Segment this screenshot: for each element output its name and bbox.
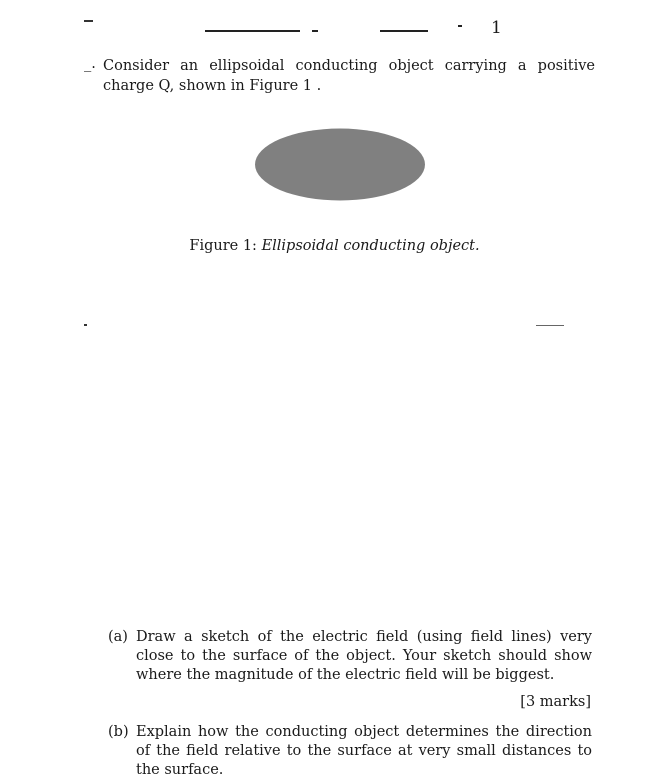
figure-caption <box>0 238 669 254</box>
ellipsoid-shape <box>255 129 425 201</box>
question-number: _. <box>84 56 96 72</box>
ellipsoid-figure <box>255 128 425 201</box>
scan-speck <box>84 324 87 326</box>
part-a-text: Draw a sketch of the electric field (using field lines) very close to the surface of the object. Your sketch should show where the magnitude of the electric field will be biggest. <box>136 629 592 683</box>
header-digit: 1 <box>491 18 502 38</box>
part-a <box>108 628 592 685</box>
caption-text: Ellipsoidal conducting object. <box>261 238 480 254</box>
scan-speck <box>536 325 564 326</box>
part-b-text: Explain how the conducting object determines the direction of the field relative to the surface at very small distances to the surface. <box>136 724 592 778</box>
cropped-header <box>200 12 520 34</box>
cropped-header-strokes <box>200 12 520 34</box>
part-b <box>108 723 592 780</box>
margin-mark <box>84 20 93 22</box>
question-intro: Consider an ellipsoidal conducting object carrying a positive charge Q, shown in Figure 1 . <box>103 58 595 94</box>
part-b-label: (b) <box>108 724 129 740</box>
marks-a: [3 marks] <box>520 694 591 710</box>
caption-label: Figure 1: <box>189 238 257 254</box>
part-a-label: (a) <box>108 629 128 645</box>
